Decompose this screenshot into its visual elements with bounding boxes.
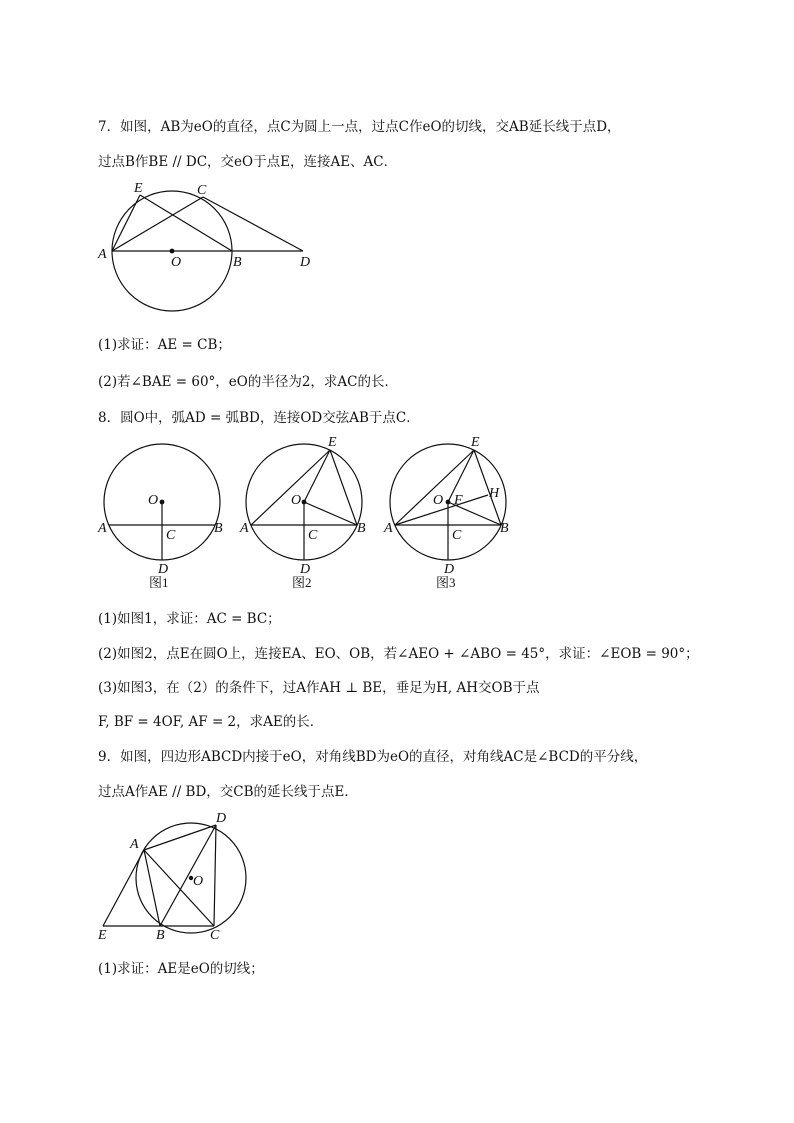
q9-line2: 过点A作AE // BD，交CB的延长线于点E． <box>98 784 358 800</box>
q7-line2: 过点B作BE // DC，交eO于点E，连接AE、AC． <box>98 154 398 170</box>
label-E: E <box>134 181 143 196</box>
fig2-label-D: D <box>300 562 311 577</box>
q9-line1: 9．如图，四边形ABCD内接于eO，对角线BD为eO的直径，对角线AC是∠BCD的平分线， <box>98 749 648 765</box>
fig3-label-F: F <box>454 493 463 508</box>
fig3-label-E: E <box>471 435 480 450</box>
fig3-label-C: C <box>452 528 462 543</box>
label-A: A <box>130 837 139 852</box>
q7-line1: 7．如图，AB为eO的直径，点C为圆上一点，过点C作eO的切线，交AB延长线于点D， <box>98 119 621 135</box>
q8-part2: (2)如图2，点E在圆O上，连接EA、EO、OB，若∠AEO + ∠ABO = 45°，求证：∠EOB = 90°； <box>98 646 699 662</box>
caption-fig3: 图3 <box>436 575 456 590</box>
fig2-label-B: B <box>357 521 366 536</box>
label-D: D <box>216 811 227 826</box>
q8-part1: (1)如图1，求证：AC = BC； <box>98 611 281 627</box>
fig3-label-H: H <box>489 486 500 501</box>
label-B: B <box>233 255 242 270</box>
fig2-label-E: E <box>328 435 337 450</box>
fig3-label-O: O <box>433 493 444 508</box>
fig3-label-D: D <box>444 562 455 577</box>
caption-fig1: 图1 <box>149 575 169 590</box>
q7-figure <box>95 178 335 288</box>
fig1-label-A: A <box>98 521 107 536</box>
fig3-label-A: A <box>384 521 393 536</box>
q8-figures <box>96 432 516 607</box>
fig1-label-D: D <box>158 562 169 577</box>
q8-part3a: (3)如图3，在（2）的条件下，过A作AH ⊥ BE，垂足为H, AH交OB于点 <box>98 680 540 696</box>
fig2-label-A: A <box>240 521 249 536</box>
q8-part3b: F, BF = 4OF, AF = 2，求AE的长． <box>98 714 324 730</box>
label-O: O <box>193 874 204 889</box>
label-O: O <box>171 255 182 270</box>
fig2-label-C: C <box>308 528 318 543</box>
fig1-label-O: O <box>148 493 159 508</box>
label-B: B <box>156 928 165 943</box>
label-D: D <box>300 255 311 270</box>
q7-part1: (1)求证：AE = CB； <box>98 337 231 353</box>
fig1-label-C: C <box>166 528 176 543</box>
q7-part2: (2)若∠BAE = 60°，eO的半径为2，求AC的长． <box>98 374 399 390</box>
fig2-label-O: O <box>291 493 302 508</box>
q8-fig2 <box>239 435 366 590</box>
q8-fig3 <box>383 435 509 590</box>
label-C: C <box>210 928 220 943</box>
q9-part1: (1)求证：AE是eO的切线； <box>98 961 264 977</box>
fig3-label-B: B <box>500 521 509 536</box>
q8-fig1 <box>97 444 223 590</box>
label-A: A <box>98 247 107 262</box>
label-C: C <box>197 183 207 198</box>
caption-fig2: 图2 <box>292 575 312 590</box>
q9-figure <box>94 808 264 943</box>
q8-line1: 8．圆O中，弧AD = 弧BD，连接OD交弦AB于点C． <box>98 410 420 426</box>
fig1-label-B: B <box>214 521 223 536</box>
label-E: E <box>98 928 107 943</box>
